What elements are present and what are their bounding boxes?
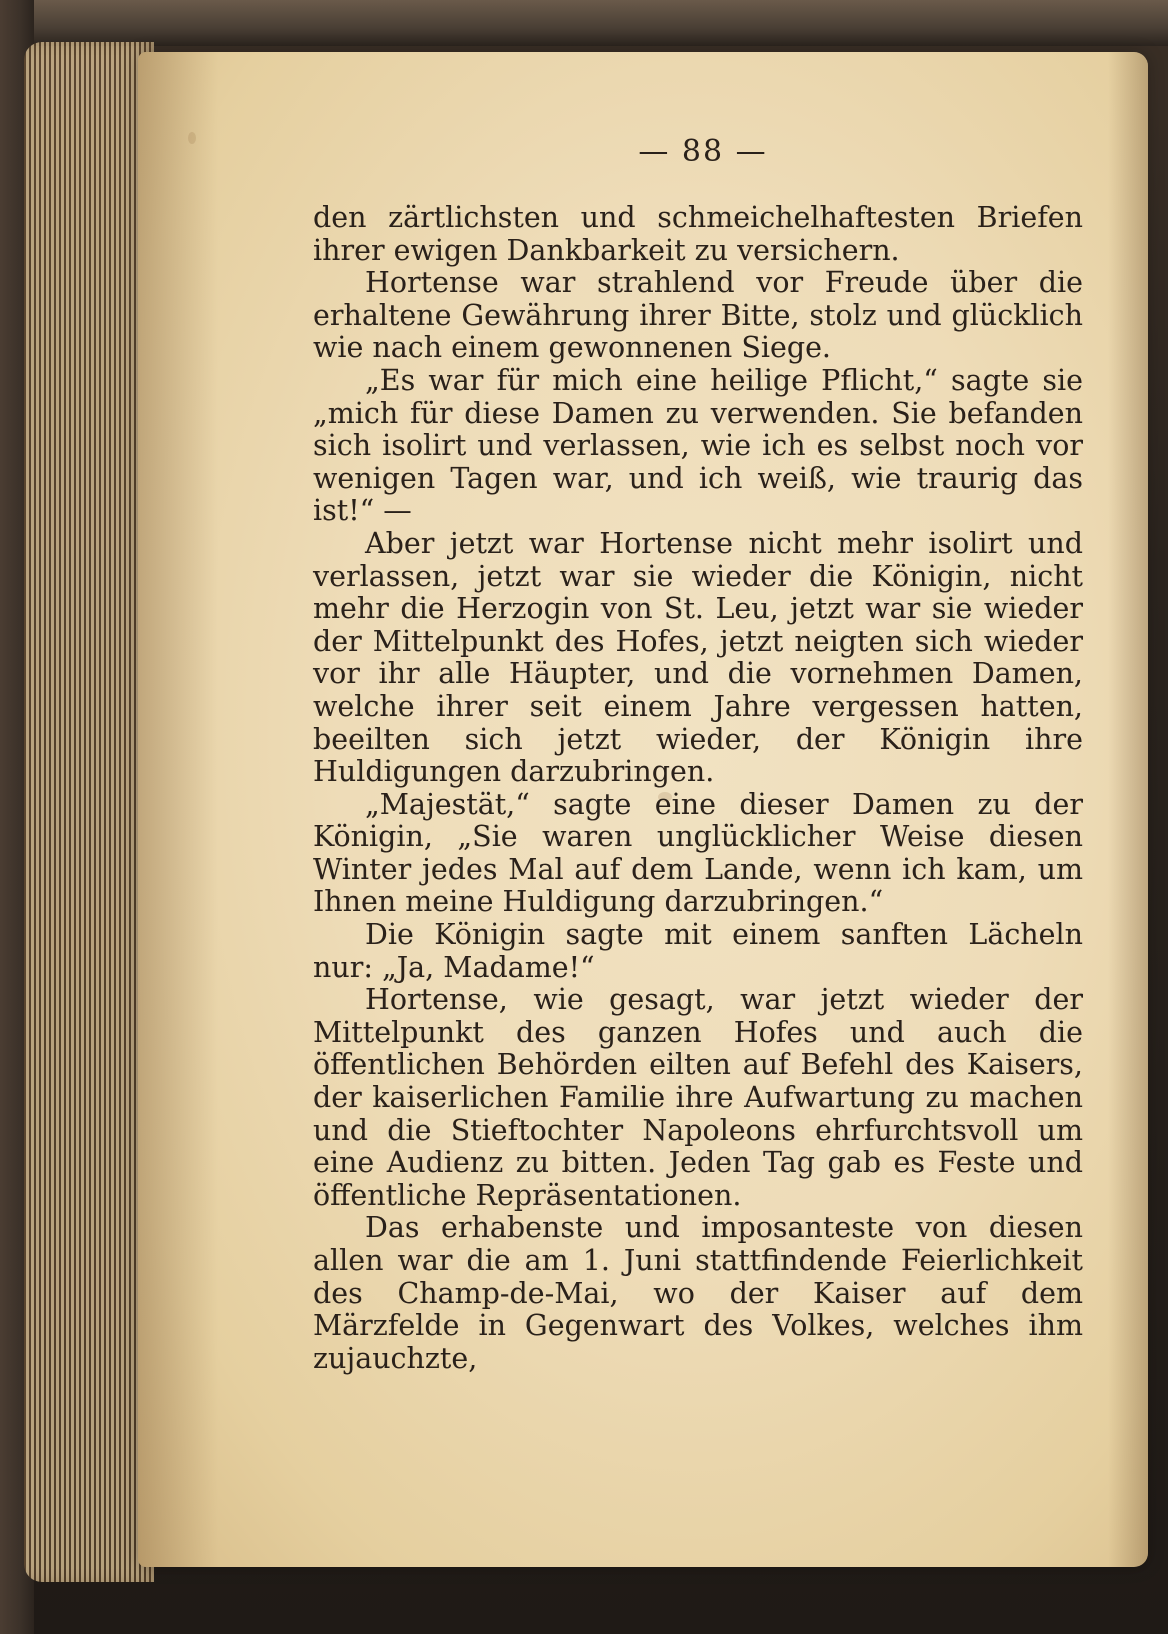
page-number: — 88 — xyxy=(638,134,768,169)
paragraph: Hortense, wie gesagt, war jetzt wieder der Mittelpunkt des ganzen Hofes und auch die öffentlichen Behörden eilten auf Befehl des Kaisers, der kaiserlichen Familie ihre Aufwartung zu machen und die Stieftochter Napoleons ehrfurchtsvoll um eine Audienz zu bitten. Jeden Tag gab es Feste und öffentliche Repräsentationen. xyxy=(313,983,1083,1212)
paragraph: Hortense war strahlend vor Freude über die erhaltene Gewährung ihrer Bitte, stolz und glücklich wie nach einem gewonnenen Siege. xyxy=(313,266,1083,365)
body-text xyxy=(313,202,1083,1375)
book-cover-top-edge xyxy=(0,0,1168,46)
page-edge-shadow xyxy=(1108,52,1148,1567)
paragraph: Die Königin sagte mit einem sanften Lächeln nur: „Ja, Madame!“ xyxy=(313,918,1083,984)
paragraph: „Majestät,“ sagte eine dieser Damen zu der Königin, „Sie waren unglücklicher Weise diesen Winter jedes Mal auf dem Lande, wenn ich kam, um Ihnen meine Huldigung darzubringen.“ xyxy=(313,787,1083,919)
paragraph: „Es war für mich eine heilige Pflicht,“ sagte sie „mich für diese Damen zu verwenden. Sie befanden sich isolirt und verlassen, wie ich es selbst noch vor wenigen Tagen war, und ich weiß, wie traurig das ist!“ — xyxy=(313,363,1083,528)
paragraph: Das erhabenste und imposanteste von diesen allen war die am 1. Juni stattfindende Feierlichkeit des Champ-de-Mai, wo der Kaiser auf dem Märzfelde in Gegenwart des Volkes, welches ihm zujauchzte, xyxy=(313,1211,1083,1375)
gutter-shadow xyxy=(138,52,218,1567)
paragraph: Aber jetzt war Hortense nicht mehr isolirt und verlassen, jetzt war sie wieder die Königin, nicht mehr die Herzogin von St. Leu, jetzt war sie wieder der Mittelpunkt des Hofes, jetzt neigten sich wieder vor ihr alle Häupter, und die vornehmen Damen, welche ihrer seit einem Jahre vergessen hatten, beeilten sich jetzt wieder, der Königin ihre Huldigungen darzubringen. xyxy=(313,526,1083,789)
paragraph: den zärtlichsten und schmeichelhaftesten Briefen ihrer ewigen Dankbarkeit zu versichern. xyxy=(313,201,1083,267)
book-page xyxy=(138,52,1148,1567)
page-stack-edges xyxy=(24,42,154,1582)
